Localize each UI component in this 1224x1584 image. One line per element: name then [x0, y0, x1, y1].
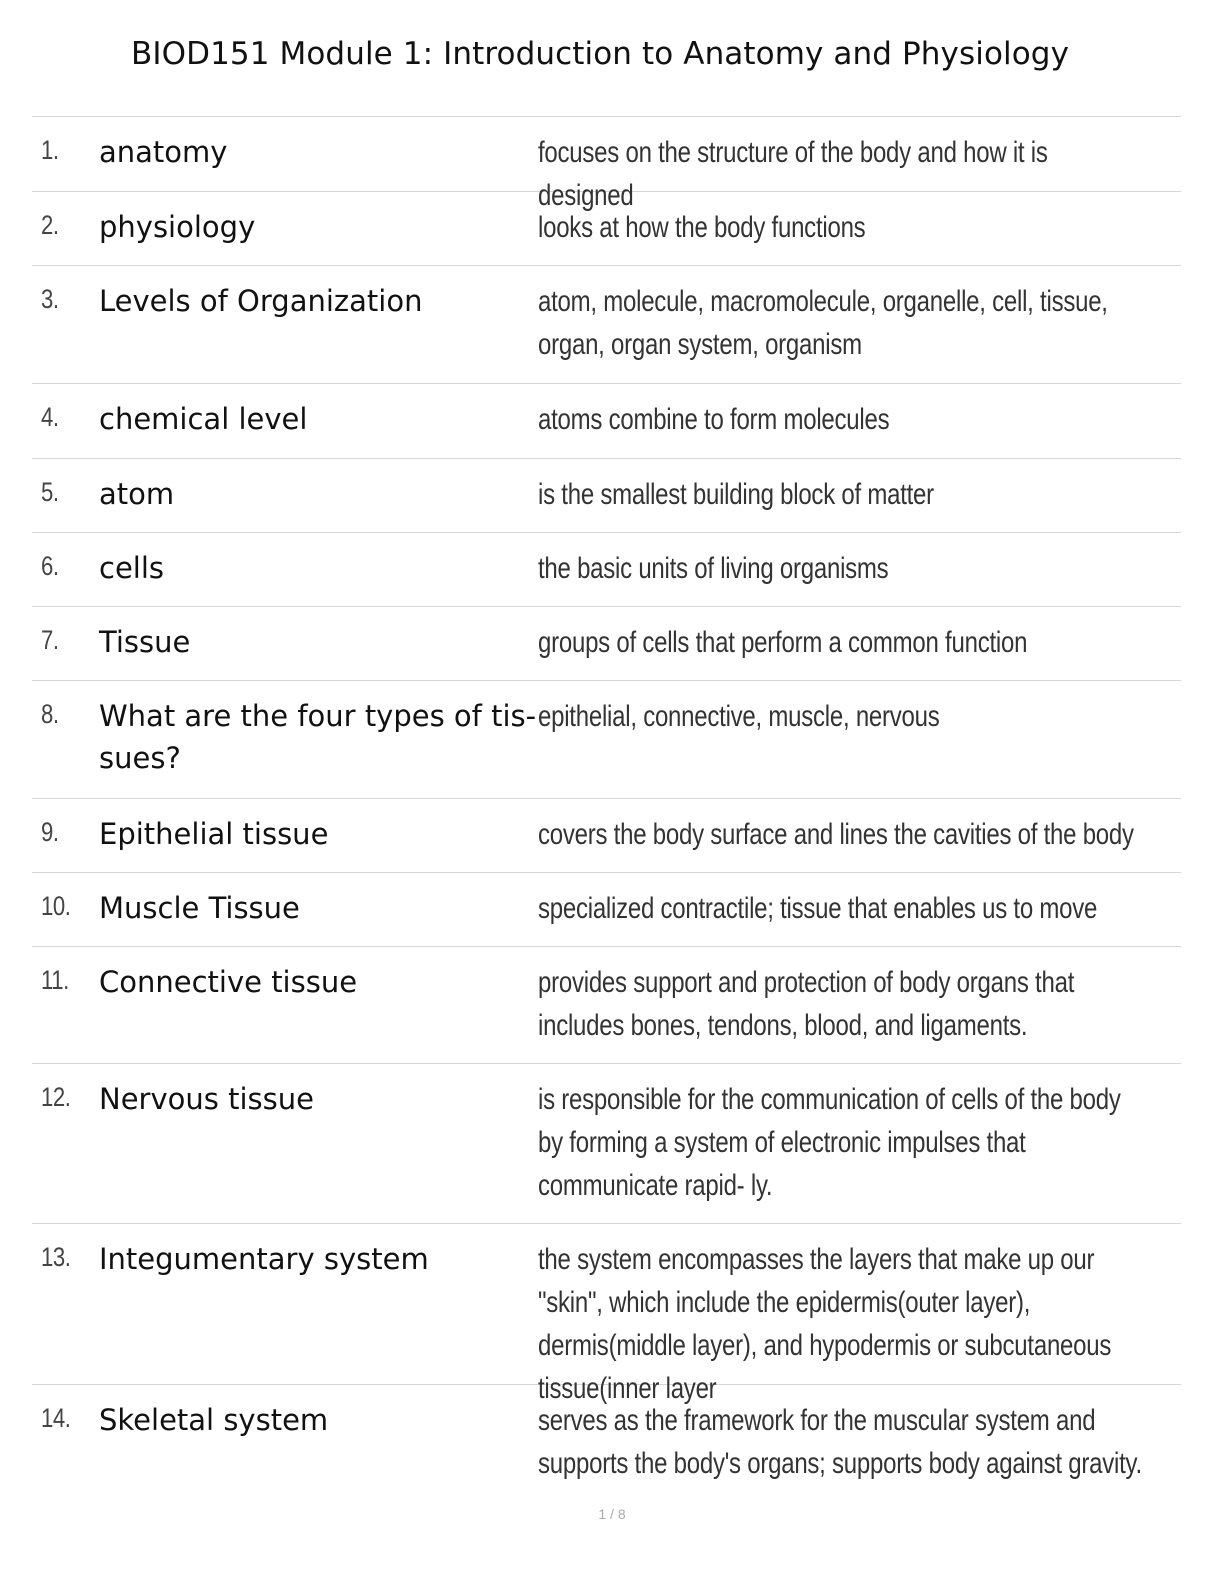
card-term: atom [99, 477, 175, 511]
card-number: 6. [41, 551, 59, 581]
card-number: 8. [41, 699, 59, 729]
card-row [32, 947, 1181, 1064]
card-row [32, 384, 1181, 459]
flashcard-list [32, 116, 1181, 1495]
card-row [32, 533, 1181, 607]
card-definition: is responsible for the communication of cells of the body by forming a system of electronic impulses that communicate rapid- ly. [538, 1083, 1121, 1202]
card-row [32, 1385, 1181, 1495]
card-number: 5. [41, 477, 59, 507]
card-row [32, 607, 1181, 681]
card-number: 2. [41, 210, 59, 240]
card-term: Connective tissue [99, 965, 358, 999]
card-definition: covers the body surface and lines the cavities of the body [538, 818, 1134, 851]
card-term: What are the four types of tis- sues? [99, 699, 537, 775]
card-definition: is the smallest building block of matter [538, 478, 934, 511]
card-row [32, 873, 1181, 947]
card-row [32, 1064, 1181, 1224]
card-term: Skeletal system [99, 1403, 329, 1437]
card-term: physiology [99, 210, 256, 244]
card-term: Tissue [99, 625, 191, 659]
card-definition: the system encompasses the layers that make up our "skin", which include the epidermis(outer layer), dermis(middle layer), and hypodermis or subcutaneous tissue(inner layer [538, 1243, 1112, 1405]
card-term: anatomy [99, 135, 228, 169]
card-definition: looks at how the body functions [538, 211, 866, 244]
card-number: 11. [41, 965, 69, 995]
card-definition: epithelial, connective, muscle, nervous [538, 700, 940, 733]
card-number: 7. [41, 625, 59, 655]
card-term: Integumentary system [99, 1242, 429, 1276]
card-row [32, 799, 1181, 873]
card-definition: the basic units of living organisms [538, 552, 889, 585]
card-row [32, 1224, 1181, 1405]
card-row [32, 192, 1181, 266]
card-number: 14. [41, 1403, 71, 1433]
card-term: Epithelial tissue [99, 817, 329, 851]
card-number: 1. [41, 135, 59, 165]
card-definition: provides support and protection of body organs that includes bones, tendons, blood, and ligaments. [538, 966, 1075, 1042]
card-definition: specialized contractile; tissue that enables us to move [538, 892, 1098, 925]
card-number: 12. [41, 1082, 71, 1112]
card-term: Muscle Tissue [99, 891, 300, 925]
card-term: cells [99, 551, 165, 585]
card-definition: atoms combine to form molecules [538, 403, 890, 436]
card-definition: focuses on the structure of the body and how it is designed [538, 136, 1048, 212]
card-row [32, 459, 1181, 533]
page-title: BIOD151 Module 1: Introduction to Anatomy and Physiology [131, 36, 1070, 72]
card-row [32, 681, 1181, 799]
card-number: 10. [41, 891, 71, 921]
card-row [32, 266, 1181, 384]
card-definition: atom, molecule, macromolecule, organelle, cell, tissue, organ, organ system, organism [538, 285, 1108, 361]
card-definition: serves as the framework for the muscular system and supports the body's organs; supports body against gravity. [538, 1404, 1142, 1480]
card-row [32, 117, 1181, 212]
card-definition: groups of cells that perform a common function [538, 626, 1028, 659]
card-number: 3. [41, 284, 59, 314]
card-term: chemical level [99, 402, 308, 436]
page-counter: 1 / 8 [598, 1506, 626, 1522]
card-number: 9. [41, 817, 59, 847]
card-number: 13. [41, 1242, 71, 1272]
card-number: 4. [41, 402, 59, 432]
card-term: Levels of Organization [99, 284, 423, 318]
card-term: Nervous tissue [99, 1082, 314, 1116]
